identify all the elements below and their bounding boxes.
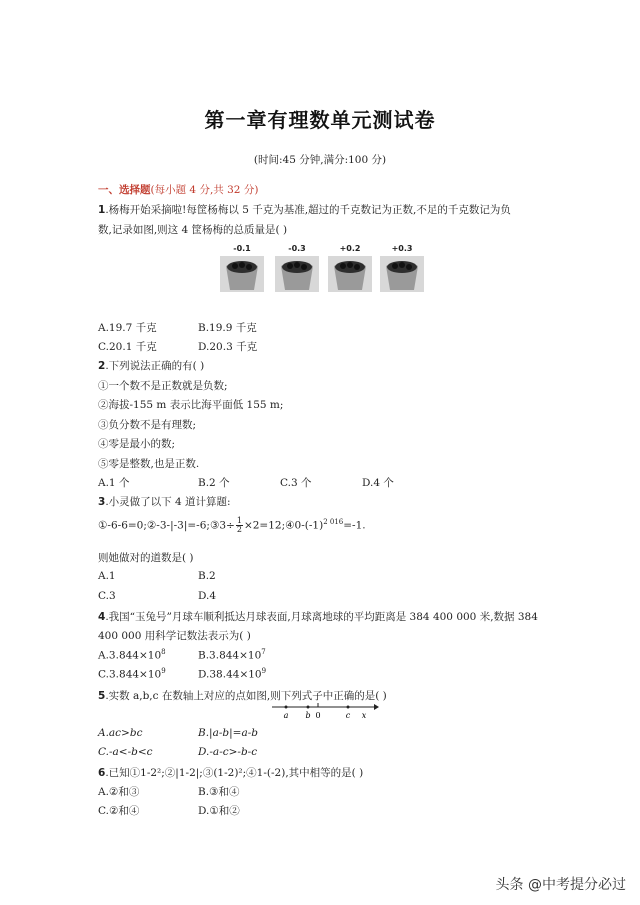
q4-option-a-exp: 8 — [161, 648, 166, 656]
q6-number: 6 — [98, 767, 106, 779]
basket-3-label: +0.2 — [339, 244, 361, 253]
q5-option-c: C.-a<-b<c — [98, 746, 153, 758]
q3-option-c: C.3 — [98, 590, 116, 602]
q3-number: 3 — [98, 496, 106, 508]
q4-option-b-exp: 7 — [261, 648, 266, 656]
q6-option-d: D.①和② — [198, 805, 240, 817]
q2-option-b: B.2 个 — [198, 477, 230, 489]
basket-2 — [275, 244, 319, 292]
basket-1 — [220, 244, 264, 292]
q2-number: 2 — [98, 360, 106, 372]
q2-item-1: ①一个数不是正数就是负数; — [98, 380, 228, 392]
q4-option-c — [98, 667, 166, 681]
basket-4-label: +0.3 — [391, 244, 413, 253]
q2-item-4: ④零是最小的数; — [98, 438, 176, 450]
axis-label-c: c — [345, 711, 351, 720]
basket-3 — [328, 244, 372, 292]
q6-option-a: A.②和③ — [98, 786, 140, 798]
q2-item-5: ⑤零是整数,也是正数. — [98, 458, 200, 470]
page-title: 第一章有理数单元测试卷 — [204, 108, 436, 132]
q1-text-1: .杨梅开始采摘啦!每筐杨梅以 5 千克为基准,超过的千克数记为正数,不足的千克数记为负 — [105, 204, 511, 216]
q2-item-2: ②海拔-155 m 表示比海平面低 155 m; — [98, 399, 284, 411]
q1-number: 1 — [98, 204, 106, 216]
q4-number: 4 — [98, 611, 106, 623]
q4-option-a-base: A.3.844×10 — [98, 649, 162, 662]
q3-option-a: A.1 — [98, 570, 116, 582]
q4-stem-line1 — [98, 609, 538, 624]
q3-expr-part1: ①-6-6=0;②-3-|-3|=-6;③3÷ — [98, 519, 235, 532]
q6-option-b: B.③和④ — [198, 786, 240, 798]
number-line — [270, 698, 380, 720]
q4-option-b-base: B.3.844×10 — [198, 649, 262, 662]
q1-option-d: D.20.3 千克 — [198, 341, 258, 353]
q2-item-3: ③负分数不是有理数; — [98, 419, 197, 431]
q4-option-d — [198, 667, 266, 681]
axis-label-x: x — [361, 711, 367, 720]
q1-option-c: C.20.1 千克 — [98, 341, 157, 353]
q2-option-d: D.4 个 — [362, 477, 394, 489]
q4-text-1: .我国“玉兔号”月球车顺利抵达月球表面,月球离地球的平均距离是 384 400 000 米,数据 384 — [105, 611, 538, 623]
q6-option-c: C.②和④ — [98, 805, 140, 817]
source-watermark: 头条 @中考提分必过 — [495, 877, 626, 893]
q6-stem — [98, 765, 363, 780]
basket-icon — [328, 256, 372, 292]
q6-text: .已知①1-2²;②|1-2|;③(1-2)²;④1-(-2),其中相等的是( ) — [105, 767, 364, 779]
q5-text: .实数 a,b,c 在数轴上对应的点如图,则下列式子中正确的是( ) — [105, 690, 387, 702]
q5-option-b: B.|a-b|=a-b — [198, 727, 258, 739]
q2-stem — [98, 358, 204, 373]
q3-option-b: B.2 — [198, 570, 216, 582]
q4-stem-line2: 400 000 用科学记数法表示为( ) — [98, 630, 251, 642]
q4-option-b — [198, 648, 266, 662]
q2-option-c: C.3 个 — [280, 477, 312, 489]
q3-fraction — [236, 517, 243, 534]
q3-text: .小灵做了以下 4 道计算题: — [105, 496, 231, 508]
exam-time-info: (时间:45 分钟,满分:100 分) — [253, 154, 387, 166]
q4-option-c-base: C.3.844×10 — [98, 668, 162, 681]
section-header — [98, 182, 258, 197]
fraction-denominator: 2 — [236, 525, 242, 534]
q3-expr-part3: =-1. — [343, 519, 366, 532]
q4-option-c-exp: 9 — [161, 667, 166, 675]
q1-option-b: B.19.9 千克 — [198, 322, 257, 334]
basket-1-label: -0.1 — [233, 244, 251, 253]
q4-option-a — [98, 648, 166, 662]
basket-icon — [275, 256, 319, 292]
q2-option-a: A.1 个 — [98, 477, 130, 489]
basket-icon — [380, 256, 424, 292]
q2-text: .下列说法正确的有( ) — [105, 360, 205, 372]
section-note: (每小题 4 分,共 32 分) — [150, 184, 259, 196]
q4-option-d-exp: 9 — [261, 667, 267, 675]
q3-expr-part2: ×2=12;④0-(-1) — [243, 519, 324, 532]
section-heading: 一、选择题 — [98, 184, 151, 196]
q4-option-d-base: D.38.44×10 — [198, 668, 262, 681]
axis-label-zero: 0 — [315, 711, 321, 720]
q1-option-a: A.19.7 千克 — [98, 322, 157, 334]
q3-option-d: D.4 — [198, 590, 217, 602]
axis-label-a: a — [283, 711, 289, 720]
q1-stem-line1 — [98, 202, 511, 217]
basket-icon — [220, 256, 264, 292]
basket-4 — [380, 244, 424, 292]
q3-exponent: 2 016 — [323, 518, 344, 526]
q1-stem-line2: 数,记录如图,则这 4 筐杨梅的总质量是( ) — [98, 224, 288, 236]
fraction-numerator: 1 — [236, 516, 242, 525]
axis-label-b: b — [305, 711, 311, 720]
q3-expression — [98, 517, 366, 534]
q5-option-a: A.ac>bc — [98, 727, 143, 739]
q5-option-d: D.-a-c>-b-c — [198, 746, 258, 758]
q3-stem — [98, 494, 231, 509]
basket-2-label: -0.3 — [288, 244, 306, 253]
q3-ask: 则她做对的道数是( ) — [98, 552, 194, 564]
q5-number: 5 — [98, 690, 106, 702]
